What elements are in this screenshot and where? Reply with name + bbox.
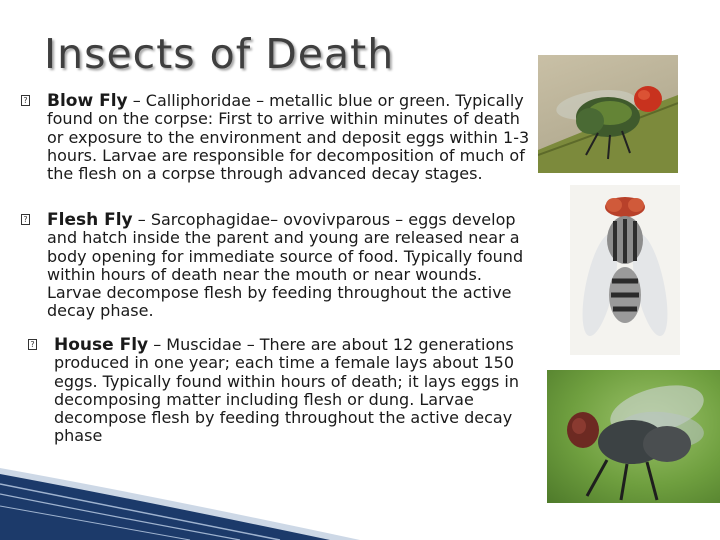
square-bullet-icon: ?	[21, 95, 30, 106]
decorative-corner-stripes	[0, 450, 360, 540]
square-bullet-icon: ?	[28, 339, 37, 350]
bullet-house-fly	[30, 335, 534, 446]
bullet-term: Blow Fly	[47, 91, 128, 111]
slide-title: Insects of Death	[44, 30, 395, 78]
flesh-fly-photo	[570, 185, 680, 355]
house-fly-photo	[547, 370, 720, 503]
bullet-text: – Muscidae – There are about 12 generations produced in one year; each time a female lays about 150 eggs. Typically found within hours of death; it lays eggs in decomposing matter including flesh or dung. Larvae decompose flesh by feeding throughout the active decay phase	[54, 335, 520, 446]
bullet-text: – Sarcophagidae– ovovivparous – eggs develop and hatch inside the parent and young are released near a body opening for immediate source of food. Typically found within hours of death near the mouth or near wounds. Larvae decompose flesh by feeding throughout the active decay phase.	[47, 210, 524, 321]
bullet-text: – Calliphoridae – metallic blue or green. Typically found on the corpse: First to arrive within minutes of death or exposure to the environment and deposit eggs within 1-3 hours. Larvae are responsible for decomposition of much of the flesh on a corpse through advanced decay stages.	[47, 91, 530, 184]
house-fly-illustration	[547, 370, 720, 503]
flesh-fly-illustration	[570, 185, 680, 355]
bullet-term: Flesh Fly	[47, 210, 133, 230]
bullet-blow-fly	[23, 91, 537, 184]
square-bullet-icon: ?	[21, 214, 30, 225]
bullet-flesh-fly	[23, 210, 537, 321]
bullet-term: House Fly	[54, 335, 149, 355]
blow-fly-illustration	[538, 55, 678, 173]
blow-fly-photo	[538, 55, 678, 173]
